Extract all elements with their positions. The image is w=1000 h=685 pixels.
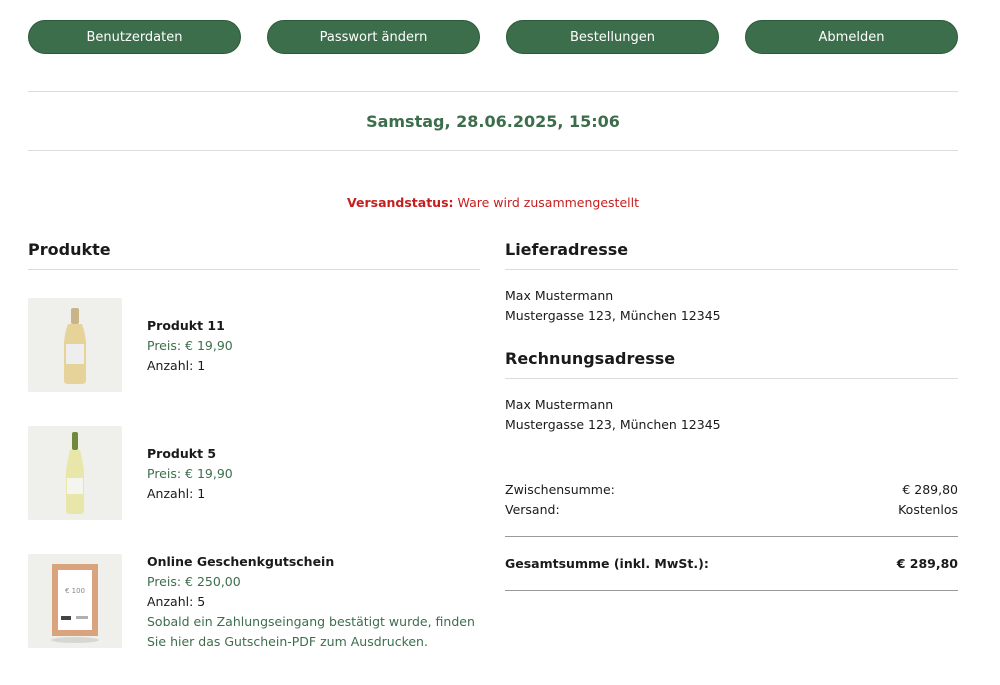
address-column — [505, 240, 958, 571]
products-column — [28, 240, 480, 649]
billing-address — [505, 395, 958, 435]
logout-button[interactable]: Abmelden — [745, 20, 958, 54]
product-name[interactable]: Produkt 5 — [147, 446, 217, 461]
shipping-status — [0, 195, 986, 210]
shipping-address — [505, 286, 958, 326]
account-nav — [28, 20, 958, 54]
product-name[interactable]: Produkt 11 — [147, 318, 225, 333]
orders-button[interactable]: Bestellungen — [506, 20, 719, 54]
product-image-wine-bottle[interactable] — [28, 426, 122, 520]
grand-total-row — [505, 536, 958, 591]
grand-total-label: Gesamtsumme (inkl. MwSt.): — [505, 556, 709, 571]
gift-voucher-icon — [28, 554, 122, 648]
product-price: Preis: € 19,90 — [147, 338, 233, 353]
shipping-address-heading: Lieferadresse — [505, 240, 958, 270]
shipping-status-value: Ware wird zusammengestellt — [457, 195, 639, 210]
billing-name: Max Mustermann — [505, 397, 614, 412]
product-price: Preis: € 250,00 — [147, 574, 241, 589]
product-image-voucher[interactable] — [28, 554, 122, 648]
subtotal-label: Zwischensumme: — [505, 482, 615, 497]
product-price: Preis: € 19,90 — [147, 466, 233, 481]
shipping-street: Mustergasse 123, München 12345 — [505, 308, 721, 323]
grand-total-value: € 289,80 — [896, 556, 958, 571]
product-quantity: Anzahl: 1 — [147, 358, 206, 373]
product-details — [147, 444, 480, 504]
shipping-cost-value: Kostenlos — [898, 502, 958, 517]
wine-bottle-icon — [28, 426, 122, 520]
wine-bottle-icon — [28, 298, 122, 392]
product-name[interactable]: Online Geschenkgutschein — [147, 554, 335, 569]
voucher-note: Sobald ein Zahlungseingang bestätigt wurde, finden Sie hier das Gutschein-PDF zum Ausdrucken. — [147, 614, 475, 649]
shipping-name: Max Mustermann — [505, 288, 614, 303]
shipping-cost-row — [505, 500, 958, 520]
products-heading: Produkte — [28, 240, 480, 270]
change-password-button[interactable]: Passwort ändern — [267, 20, 480, 54]
shipping-status-label: Versandstatus: — [347, 195, 454, 210]
shipping-cost-label: Versand: — [505, 502, 560, 517]
user-data-button[interactable]: Benutzerdaten — [28, 20, 241, 54]
order-date-block — [28, 91, 958, 151]
product-quantity: Anzahl: 1 — [147, 486, 206, 501]
billing-street: Mustergasse 123, München 12345 — [505, 417, 721, 432]
subtotal-row — [505, 480, 958, 500]
subtotal-value: € 289,80 — [902, 482, 958, 497]
product-details — [147, 316, 480, 376]
order-date: Samstag, 28.06.2025, 15:06 — [366, 111, 620, 131]
billing-address-heading: Rechnungsadresse — [505, 349, 958, 379]
product-details — [147, 552, 480, 652]
voucher-amount-text: € 100 — [64, 587, 86, 595]
product-quantity: Anzahl: 5 — [147, 594, 206, 609]
order-totals — [505, 480, 958, 520]
product-image-wine-bottle[interactable] — [28, 298, 122, 392]
